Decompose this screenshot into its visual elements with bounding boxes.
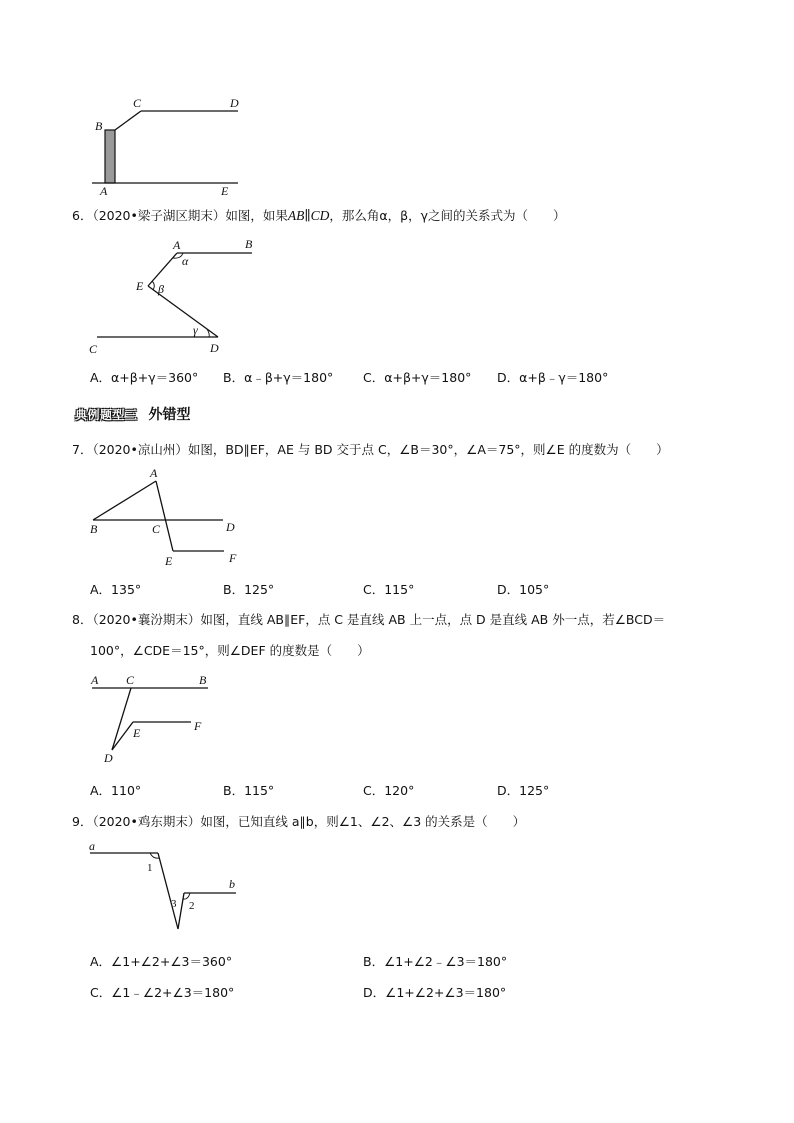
label-b: B [245,237,253,251]
q6-source: （2020•梁子湖区期末） [92,208,226,223]
q8-option-d[interactable]: D．125° [497,783,550,798]
label-e: E [221,184,229,198]
section-badge: 典例题型三 [72,405,141,424]
label-1: 1 [147,862,153,874]
q8-source: （2020•襄汾期末） [92,612,201,627]
label-c: C [126,673,135,687]
q9-text: 如图，已知直线 a∥b，则∠1、∠2、∠3 的关系是（ ） [200,814,526,829]
q8-text-line2: 100°，∠CDE＝15°，则∠DEF 的度数是（ ） [90,643,370,658]
q9-option-a[interactable]: A．∠1+∠2+∠3＝360° [90,954,233,969]
q6-option-b[interactable]: B．α﹣β+γ＝180° [223,370,334,385]
label-b: B [199,673,207,687]
q8-number: 8． [72,612,93,627]
q8-text-line1: 如图，直线 AB∥EF，点 C 是直线 AB 上一点，点 D 是直线 AB 外一点，若∠BCD＝ [200,612,666,627]
q9-option-c[interactable]: C．∠1﹣∠2+∠3＝180° [90,985,235,1000]
q6-text-a: 如图，如果 [225,208,288,223]
q6-text-b: ，那么角α，β，γ之间的关系式为（ ） [329,208,566,223]
label-d: D [104,751,113,765]
q7-text: 如图，BD∥EF，AE 与 BD 交于点 C，∠B＝30°，∠A＝75°，则∠E 的度数为（ ） [187,442,669,457]
q7-option-c[interactable]: C．115° [363,582,415,597]
label-a: a [89,839,95,853]
q6-number: 6． [72,208,93,223]
line-up [178,893,184,929]
label-a: A [91,673,99,687]
label-2: 2 [189,900,195,912]
q7-option-d[interactable]: D．105° [497,582,550,597]
label-gamma: γ [193,323,198,337]
label-c: C [133,96,142,110]
q9-source: （2020•鸡东期末） [92,814,201,829]
label-alpha: α [182,254,189,268]
label-c: C [152,522,161,536]
label-c: C [89,342,98,356]
q9-option-b[interactable]: B．∠1+∠2﹣∠3＝180° [363,954,508,969]
label-b: B [90,522,98,536]
q9-option-d[interactable]: D．∠1+∠2+∠3＝180° [363,985,507,1000]
label-a: A [150,466,158,480]
q7-option-a[interactable]: A．135° [90,582,142,597]
q7-option-b[interactable]: B．125° [223,582,275,597]
q8-option-c[interactable]: C．120° [363,783,415,798]
q6-option-d[interactable]: D．α+β﹣γ＝180° [497,370,609,385]
q8-option-a[interactable]: A．110° [90,783,142,798]
label-b: b [229,877,235,891]
q7-source: （2020•凉山州） [92,442,188,457]
label-a: A [173,238,181,252]
label-e: E [136,279,144,293]
label-e: E [165,554,173,568]
label-d: D [226,520,235,534]
q6-option-c[interactable]: C．α+β+γ＝180° [363,370,472,385]
label-a: A [100,184,108,198]
label-d: D [210,341,219,355]
label-e: E [133,726,141,740]
q6-condition: AB∥CD [287,208,330,223]
q9-number: 9． [72,814,93,829]
label-f: F [194,719,202,733]
q7-number: 7． [72,442,93,457]
line-down [158,853,178,929]
section-title: 外错型 [148,407,191,423]
label-f: F [229,551,237,565]
label-beta: β [158,282,164,296]
label-b: B [95,119,103,133]
label-d: D [230,96,239,110]
label-3: 3 [171,898,177,910]
q6-option-a[interactable]: A．α+β+γ＝360° [90,370,199,385]
q8-option-b[interactable]: B．115° [223,783,275,798]
